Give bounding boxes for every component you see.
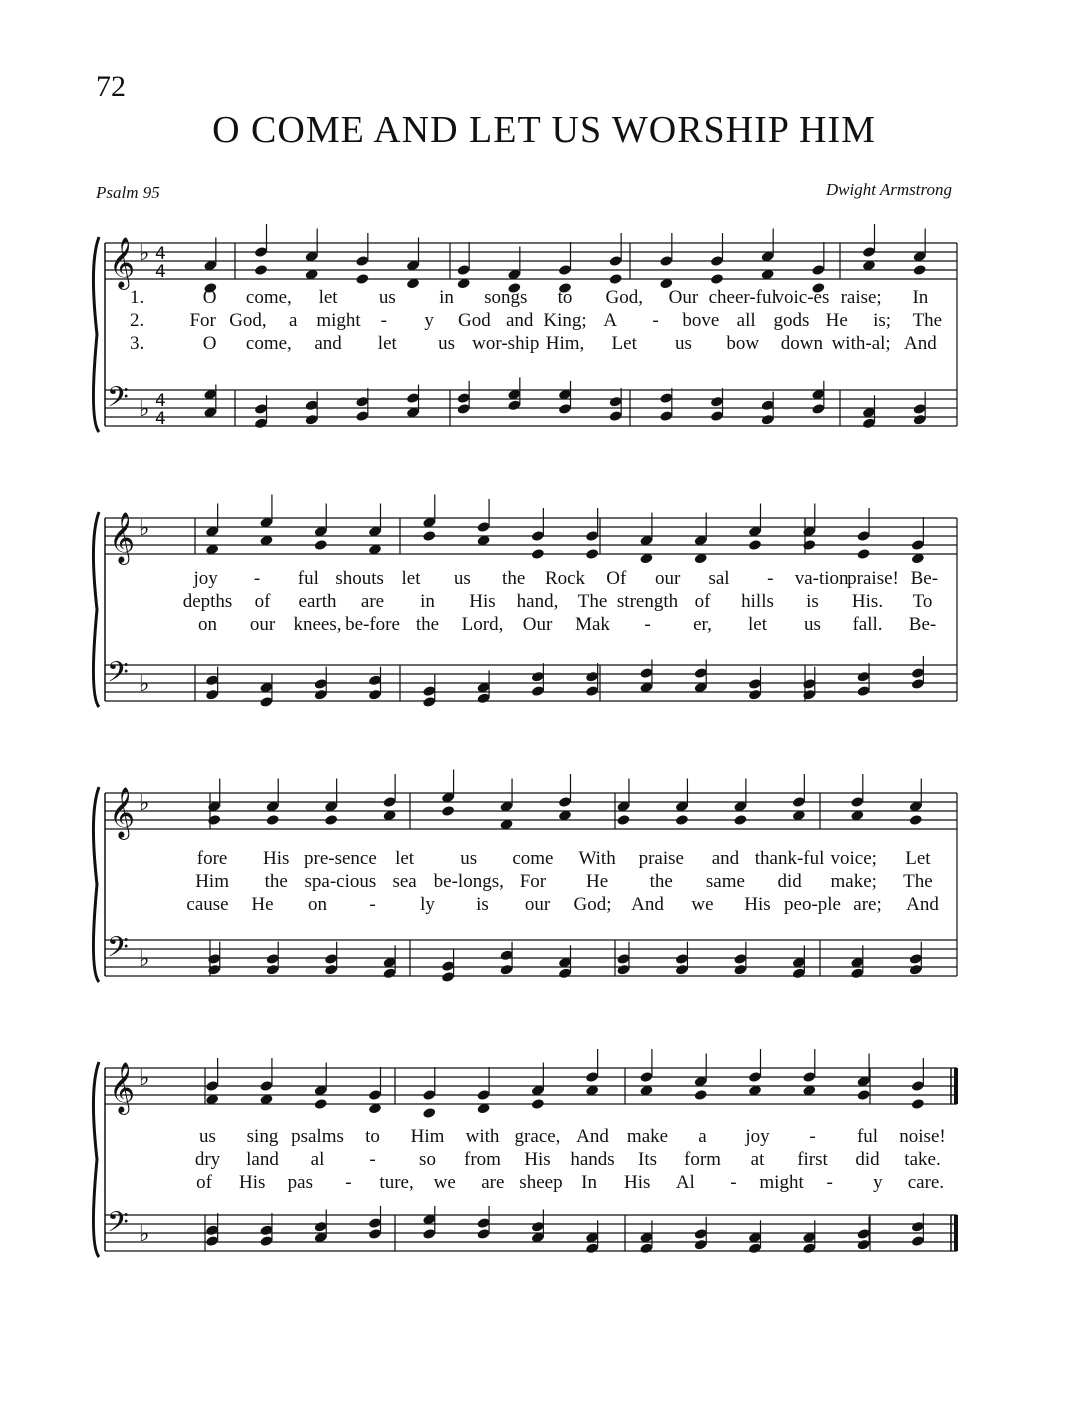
lyric-syllable: we [433, 1172, 456, 1193]
lyric-line [85, 614, 965, 636]
lyric-syllable: bove [682, 310, 720, 331]
lyric-syllable: is; [873, 310, 892, 331]
flat-key-signature-icon: ♭ [139, 791, 150, 816]
scripture-source: Psalm 95 [96, 183, 160, 202]
lyric-syllable: with [465, 1126, 500, 1147]
bass-clef-icon: 𝄢 [107, 931, 129, 971]
lyric-syllable: Him, [545, 333, 585, 354]
lyric-syllable: be-fore [345, 614, 400, 635]
lyric-syllable: land [246, 1149, 279, 1170]
lyric-syllable: al [310, 1149, 325, 1170]
lyric-syllable: - [345, 1172, 352, 1193]
lyric-syllable: With [578, 848, 616, 869]
note-head [441, 805, 455, 817]
lyric-syllable: let [318, 287, 338, 308]
lyric-syllable: might [316, 310, 361, 331]
verse-number: 1. [130, 287, 145, 308]
note-head [856, 1089, 870, 1101]
lyric-syllable: sal [708, 568, 730, 589]
lyric-syllable: His [524, 1149, 551, 1170]
lyric-syllable: His [238, 1172, 266, 1193]
lyric-syllable: God [458, 310, 491, 331]
lyric-syllable: sea [392, 871, 417, 892]
lyric-syllable: at [750, 1149, 765, 1170]
lyric-syllable: - [767, 568, 774, 589]
verse-number: 2. [130, 310, 145, 331]
lyric-syllable: ture, [379, 1172, 414, 1193]
lyric-syllable: a [289, 310, 298, 331]
lyric-syllable: spa-cious [304, 871, 377, 892]
bass-clef-icon: 𝄢 [107, 1206, 129, 1246]
lyric-line [85, 310, 965, 332]
lyric-syllable: His. [851, 591, 884, 612]
lyric-syllable: come, [245, 333, 292, 354]
lyric-syllable: Be- [910, 568, 939, 589]
lyric-syllable: be-longs, [433, 871, 504, 892]
lyric-syllable: form [684, 1149, 721, 1170]
lyric-syllable: For [519, 871, 547, 892]
lyric-syllable: might [759, 1172, 804, 1193]
note-head [422, 530, 436, 542]
final-barline [954, 1068, 958, 1104]
bass-clef-icon: 𝄢 [107, 381, 129, 421]
lyric-line [85, 848, 965, 870]
lyric-line [85, 287, 965, 309]
lyric-syllable: on [308, 894, 327, 915]
treble-clef-icon: 𝄞 [109, 237, 136, 288]
lyric-syllable: us [804, 614, 821, 635]
lyric-syllable: y [424, 310, 434, 331]
lyric-syllable: He [825, 310, 848, 331]
lyric-syllable: The [577, 591, 608, 612]
lyric-syllable: sheep [519, 1172, 563, 1193]
note-head [710, 273, 724, 285]
lyric-syllable: joy [193, 568, 218, 589]
lyric-syllable: va-tion [794, 568, 849, 589]
lyric-syllable: are [481, 1172, 505, 1193]
lyric-syllable: O [202, 287, 217, 308]
composer-credit: Dwight Armstrong [825, 180, 952, 199]
note-head [314, 1098, 328, 1110]
lyric-syllable: us [378, 287, 396, 308]
lyric-syllable: His [263, 848, 290, 869]
lyric-syllable: - [809, 1126, 816, 1147]
lyric-syllable: His [469, 591, 496, 612]
note-head [266, 814, 280, 826]
note-head [531, 548, 545, 560]
lyric-syllable: take. [904, 1149, 941, 1170]
lyric-syllable: our [654, 568, 681, 589]
lyric-line [85, 871, 965, 893]
lyric-syllable: Be- [908, 614, 937, 635]
verse-number: 3. [130, 333, 145, 354]
lyric-syllable: Of [606, 568, 627, 589]
lyric-syllable: us [453, 568, 471, 589]
lyric-syllable: hills [741, 591, 774, 612]
lyric-syllable: the [415, 614, 440, 635]
lyric-syllable: Him [195, 871, 229, 892]
music-system-2 [85, 490, 965, 720]
flat-key-signature-icon: ♭ [139, 1222, 150, 1247]
lyric-syllable: y [873, 1172, 883, 1193]
lyric-syllable: of [196, 1172, 212, 1193]
treble-clef-icon: 𝄞 [109, 512, 136, 563]
note-head [254, 264, 268, 276]
flat-key-signature-icon: ♭ [139, 947, 150, 972]
final-barline [954, 1215, 958, 1251]
note-head [585, 548, 599, 560]
lyric-syllable: peo-ple [784, 894, 841, 915]
lyric-syllable: down [780, 333, 824, 354]
note-head [909, 814, 923, 826]
lyric-syllable: And [631, 894, 664, 915]
lyric-syllable: of [694, 591, 711, 612]
treble-clef-icon: 𝄞 [109, 1062, 136, 1113]
note-head [694, 1089, 708, 1101]
lyric-syllable: Our [668, 287, 699, 308]
lyric-syllable: Him [410, 1126, 445, 1147]
lyric-syllable: is [476, 894, 489, 915]
flat-key-signature-icon: ♭ [139, 397, 150, 422]
lyric-syllable: strength [616, 591, 679, 612]
flat-key-signature-icon: ♭ [139, 516, 150, 541]
lyric-syllable: same [705, 871, 745, 892]
lyric-syllable: make [626, 1126, 669, 1147]
lyric-syllable: Its [638, 1149, 657, 1170]
lyric-syllable: from [464, 1149, 501, 1170]
lyric-syllable: pas [287, 1172, 313, 1193]
lyric-syllable: ful [856, 1126, 879, 1147]
lyric-syllable: and [505, 310, 534, 331]
lyric-syllable: bow [726, 333, 760, 354]
lyric-syllable: us [438, 333, 455, 354]
treble-clef-icon: 𝄞 [109, 787, 136, 838]
lyric-line [85, 894, 965, 916]
lyric-syllable: and [314, 333, 342, 354]
lyric-syllable: the [264, 871, 288, 892]
lyric-syllable: all [736, 310, 756, 331]
lyric-syllable: so [419, 1149, 436, 1170]
lyric-syllable: the [649, 871, 673, 892]
lyric-syllable: To [912, 591, 933, 612]
flat-key-signature-icon: ♭ [139, 1066, 150, 1091]
time-signature-numeral: 4 [155, 262, 166, 282]
lyric-syllable: God, [605, 287, 643, 308]
lyric-syllable: us [199, 1126, 216, 1147]
lyric-line [85, 568, 965, 590]
lyric-syllable: with-al; [831, 333, 891, 354]
lyric-syllable: Let [905, 848, 931, 869]
lyric-syllable: sing [246, 1126, 279, 1147]
music-system-3 [85, 765, 965, 995]
flat-key-signature-icon: ♭ [139, 241, 150, 266]
note-head [355, 273, 369, 285]
lyric-syllable: - [652, 310, 659, 331]
hymn-title: O COME AND LET US WORSHIP HIM [212, 109, 876, 151]
lyric-syllable: er, [693, 614, 712, 635]
lyric-syllable: we [691, 894, 714, 915]
lyric-syllable: joy [745, 1126, 770, 1147]
lyric-syllable: hand, [516, 591, 559, 612]
lyric-syllable: fore [196, 848, 228, 869]
lyric-syllable: For [189, 310, 216, 331]
lyric-syllable: God; [573, 894, 612, 915]
lyric-syllable: ful [297, 568, 319, 589]
lyric-syllable: pre-sence [304, 848, 377, 869]
lyric-syllable: His [744, 894, 771, 915]
lyric-syllable: is [806, 591, 819, 612]
lyric-syllable: He [586, 871, 609, 892]
lyric-syllable: cheer-ful [708, 287, 777, 308]
lyric-syllable: The [903, 871, 933, 892]
lyric-syllable: gods [773, 310, 810, 331]
lyric-syllable: He [251, 894, 274, 915]
lyric-syllable: let [748, 614, 767, 635]
lyric-syllable: come [512, 848, 554, 869]
lyric-syllable: The [912, 310, 943, 331]
lyric-syllable: are [360, 591, 385, 612]
lyric-syllable: - [826, 1172, 833, 1193]
note-head [748, 539, 762, 551]
lyric-syllable: And [904, 333, 937, 354]
lyric-syllable: care. [907, 1172, 945, 1193]
note-head [531, 1098, 545, 1110]
lyric-syllable: on [198, 614, 217, 635]
lyric-syllable: raise; [840, 287, 882, 308]
lyric-syllable: Mak [575, 614, 610, 635]
flat-key-signature-icon: ♭ [139, 672, 150, 697]
lyric-syllable: come, [245, 287, 292, 308]
lyric-syllable: did [855, 1149, 880, 1170]
lyric-syllable: in [420, 591, 435, 612]
lyric-syllable: depths [182, 591, 233, 612]
lyric-syllable: noise! [899, 1126, 946, 1147]
lyric-syllable: A [603, 310, 618, 331]
lyric-syllable: praise [638, 848, 684, 869]
lyric-syllable: King; [543, 310, 587, 331]
time-signature-numeral: 4 [155, 409, 166, 429]
note-head [314, 539, 328, 551]
lyric-syllable: in [439, 287, 454, 308]
lyric-syllable: O [202, 333, 217, 354]
lyric-syllable: voic-es [774, 287, 830, 308]
lyric-line [85, 1126, 965, 1148]
note-head [616, 814, 630, 826]
time-signature-numeral: 4 [155, 244, 166, 264]
lyric-syllable: ly [420, 894, 435, 915]
note-head [913, 264, 927, 276]
note-head [324, 814, 338, 826]
lyric-syllable: cause [186, 894, 229, 915]
lyric-syllable: knees, [293, 614, 342, 635]
lyric-syllable: hands [570, 1149, 615, 1170]
lyric-syllable: - [369, 894, 376, 915]
lyric-syllable: let [377, 333, 397, 354]
lyric-syllable: are; [853, 894, 882, 915]
lyric-syllable: And [576, 1126, 609, 1147]
lyric-syllable: and [711, 848, 740, 869]
note-head [911, 1098, 925, 1110]
lyric-syllable: us [675, 333, 692, 354]
lyric-syllable: to [557, 287, 573, 308]
note-head [422, 1107, 436, 1119]
lyric-syllable: us [460, 848, 478, 869]
lyric-syllable: shouts [335, 568, 384, 589]
lyric-syllable: Let [611, 333, 637, 354]
lyric-syllable: In [912, 287, 929, 308]
lyric-syllable: grace, [514, 1126, 561, 1147]
page-number: 72 [96, 70, 126, 103]
bass-clef-icon: 𝄢 [107, 656, 129, 696]
lyric-syllable: earth [298, 591, 337, 612]
note-head [609, 273, 623, 285]
lyric-syllable: Lord, [461, 614, 504, 635]
music-system-4 [85, 1040, 965, 1270]
lyric-line [85, 1149, 965, 1171]
note-head [856, 548, 870, 560]
lyric-syllable: our [524, 894, 551, 915]
lyric-syllable: of [254, 591, 271, 612]
lyric-syllable: - [730, 1172, 737, 1193]
lyric-syllable: His [623, 1172, 651, 1193]
lyric-syllable: In [581, 1172, 597, 1193]
lyric-syllable: - [380, 310, 387, 331]
note-head [733, 814, 747, 826]
note-head [207, 814, 221, 826]
lyric-syllable: songs [484, 287, 528, 308]
lyric-syllable: Al [675, 1172, 695, 1193]
lyric-line [85, 333, 965, 355]
lyric-syllable: - [253, 568, 261, 589]
lyric-syllable: did [777, 871, 802, 892]
lyric-syllable: - [644, 614, 651, 635]
lyric-syllable: the [502, 568, 526, 589]
lyric-syllable: praise! [847, 568, 899, 589]
lyric-syllable: our [249, 614, 276, 635]
lyric-syllable: God, [229, 310, 267, 331]
lyric-line [85, 591, 965, 613]
lyric-syllable: make; [830, 871, 877, 892]
lyric-syllable: voice; [830, 848, 877, 869]
note-head [675, 814, 689, 826]
music-system-1 [85, 215, 965, 445]
lyric-syllable: fall. [852, 614, 883, 635]
lyric-syllable: let [401, 568, 421, 589]
time-signature-numeral: 4 [155, 391, 166, 411]
lyric-syllable: let [395, 848, 415, 869]
lyric-syllable: thank-ful [754, 848, 825, 869]
lyric-syllable: Rock [544, 568, 586, 589]
lyric-syllable: psalms [291, 1126, 344, 1147]
lyric-syllable: Our [522, 614, 553, 635]
note-head [802, 539, 816, 551]
lyric-syllable: first [797, 1149, 828, 1170]
lyric-syllable: a [698, 1126, 707, 1147]
lyric-syllable: to [365, 1126, 380, 1147]
lyric-syllable: And [906, 894, 939, 915]
lyric-line [85, 1172, 965, 1194]
lyric-syllable: - [369, 1149, 376, 1170]
lyric-syllable: wor-ship [472, 333, 540, 354]
lyric-syllable: dry [194, 1149, 221, 1170]
